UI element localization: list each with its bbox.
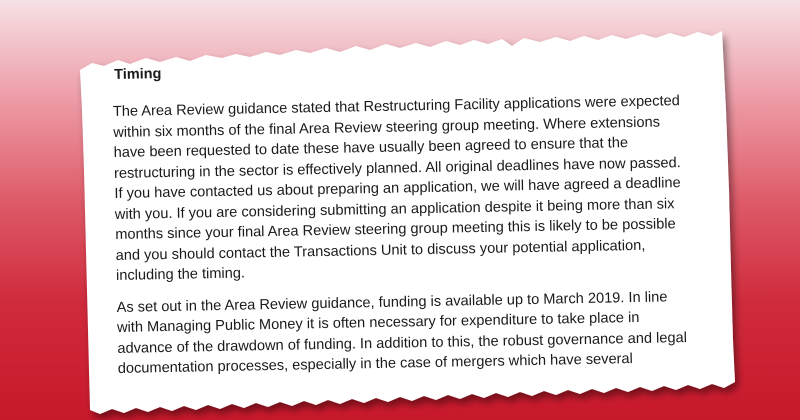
paragraph-line: with Managing Public Money it is often necessary for expenditure to take place in [116,309,640,336]
paragraph-line: As set out in the Area Review guidance, funding is available up to March 2019. In line [116,288,668,316]
document-text [112,55,708,380]
paragraph-line: restructuring in the sector is effectively planned. All original deadlines have now passed. [113,154,681,182]
paragraph-line: have been requested to date these have usually been agreed to ensure that the [113,135,629,161]
paragraph-line: months since your final Area Review steering group meeting this is likely to be possible [115,216,676,243]
paragraph-line: If you have contacted us about preparing an application, we will have agreed a deadline [114,175,681,202]
paragraph-line: and you should contact the Transactions Unit to discuss your potential application, [115,237,646,264]
paragraph-line: advance of the drawdown of funding. In addition to this, the robust governance and legal [117,329,688,357]
section-heading: Timing [114,66,162,83]
paragraph-line: with you. If you are considering submitting an application despite it being more than six [114,195,675,223]
paragraph-line: within six months of the final Area Review steering group meeting. Where extensions [113,113,661,141]
paragraph-line: The Area Review guidance stated that Restructuring Facility applications were expected [112,93,680,120]
paragraph-1 [113,91,706,287]
paragraph-line: including the timing. [115,265,246,284]
paragraph-2 [116,286,707,379]
paragraph-line: documentation processes, especially in the case of mergers which have several [117,351,633,377]
